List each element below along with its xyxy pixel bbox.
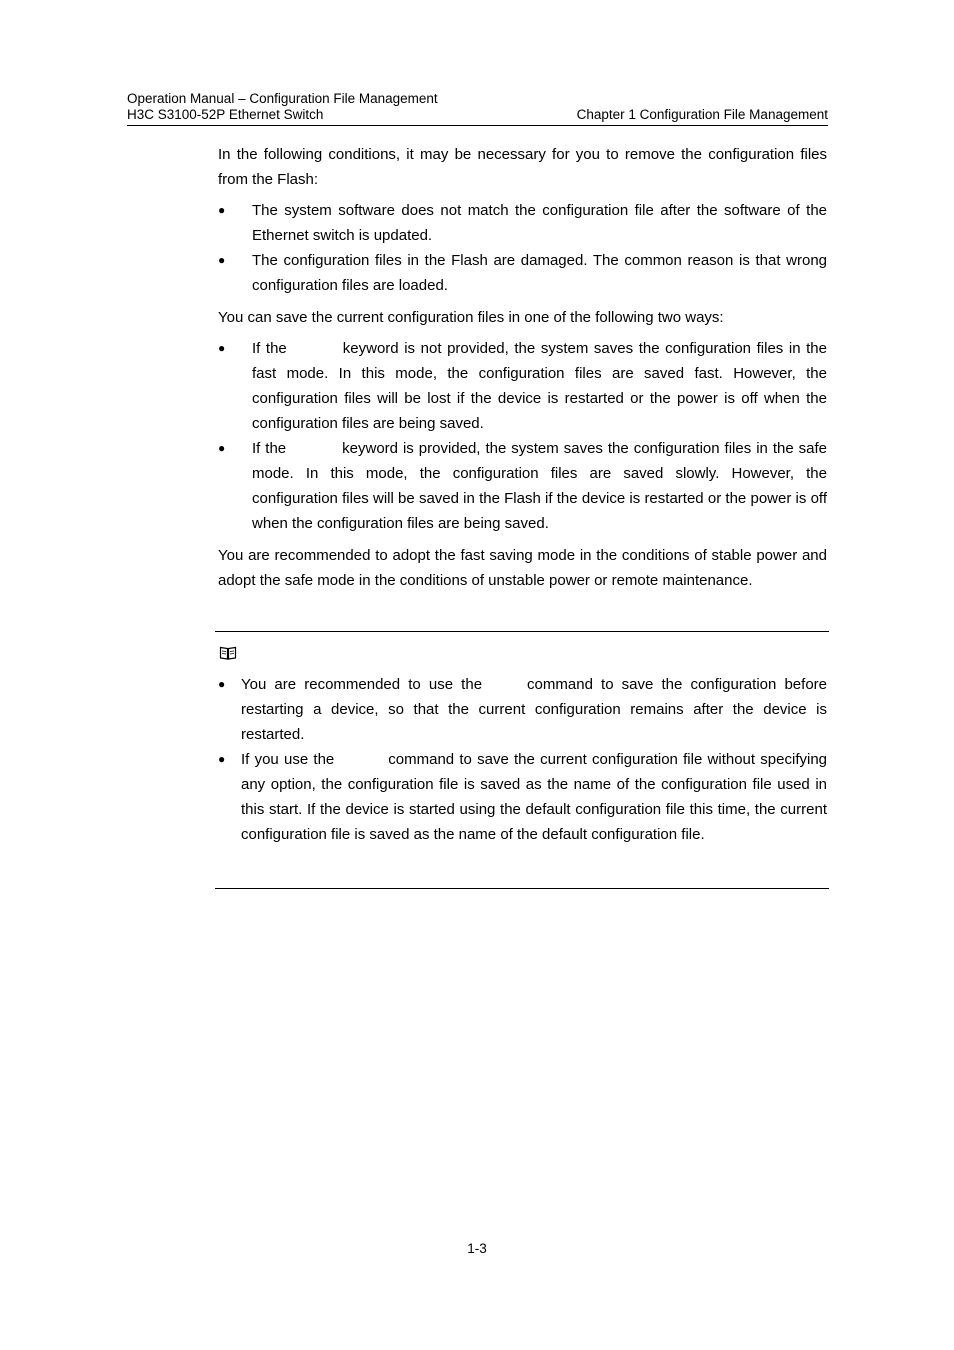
recommendation-paragraph: You are recommended to adopt the fast saving mode in the conditions of stable power and adopt the safe mode in the conditions of unstable power or remote maintenance.: [218, 547, 827, 589]
product-name: H3C S3100-52P Ethernet Switch: [127, 107, 324, 122]
book-icon: [219, 645, 237, 661]
note-lead: You are recommended to use the: [241, 676, 483, 693]
manual-title: Operation Manual – Configuration File Management: [127, 91, 438, 106]
page-header: [127, 91, 828, 126]
save-way-lead: If the: [252, 440, 287, 457]
save-intro-paragraph: You can save the current configuration files in one of the following two ways:: [218, 309, 724, 326]
save-way-text: [252, 436, 827, 536]
note-rest: command to save the current configuration file without specifying any option, the configuration file is saved as the name of the configuration file used in this start. If the device is started using the default configuration file this time, the current configuration file is saved as the name of the default configuration file.: [241, 751, 828, 843]
note-item: [218, 747, 827, 847]
note-top-rule: [215, 631, 829, 632]
note-text: [241, 747, 827, 847]
note-bottom-rule: [215, 888, 829, 889]
bullet-dot: ●: [218, 677, 226, 691]
condition-text: The configuration files in the Flash are damaged. The common reason is that wrong configuration files are loaded.: [252, 252, 827, 294]
note-lead: If you use the: [241, 751, 335, 768]
intro-paragraph: In the following conditions, it may be necessary for you to remove the configuration files from the Flash:: [218, 146, 827, 188]
header-left: [127, 91, 438, 123]
save-way-text: [252, 336, 827, 436]
note-text: [241, 672, 827, 747]
note-rest: command to save the configuration before restarting a device, so that the current configuration remains after the device is restarted.: [241, 676, 827, 743]
bullet-dot: ●: [218, 203, 226, 217]
page-number: 1-3: [467, 1241, 487, 1256]
save-way-rest: keyword is provided, the system saves the configuration files in the safe mode. In this mode, the configuration files are saved slowly. However, the configuration files will be saved in the Flash if the device is restarted or the power is off when the configuration files are being saved.: [252, 440, 827, 532]
condition-item: [218, 198, 827, 248]
save-way-item: [218, 436, 827, 536]
condition-item: [218, 248, 827, 298]
bullet-dot: ●: [218, 441, 226, 455]
chapter-title: Chapter 1 Configuration File Management: [576, 107, 828, 122]
bullet-dot: ●: [218, 341, 226, 355]
note-item: [218, 672, 827, 747]
save-way-rest: keyword is not provided, the system saves the configuration files in the fast mode. In this mode, the configuration files are saved fast. However, the configuration files will be lost if the device is restarted or the power is off when the configuration files are being saved.: [252, 340, 827, 432]
save-way-item: [218, 336, 827, 436]
condition-text: The system software does not match the configuration file after the software of the Ethernet switch is updated.: [252, 202, 827, 244]
save-way-lead: If the: [252, 340, 287, 357]
bullet-dot: ●: [218, 253, 226, 267]
bullet-dot: ●: [218, 752, 226, 766]
